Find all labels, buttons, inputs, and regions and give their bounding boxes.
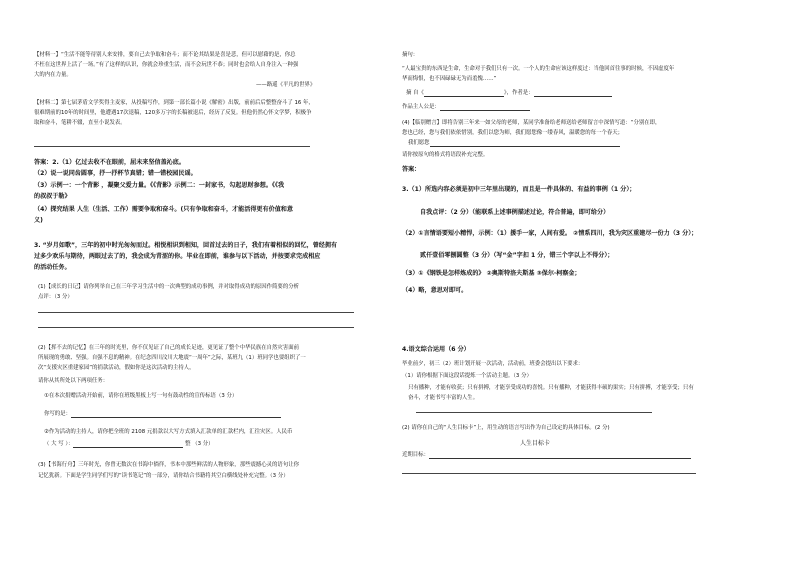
material2-line2: 很难期前的10年的时间里，他遭遇17次退稿，120多万字的长稿被退后，经历了反复。但他仍然心怀文学梦，积极争 [34, 110, 312, 116]
q3-sub4-line4: 请你按原句的格式将语段补充完整。 [402, 152, 489, 158]
material2-line1: 【材料二】第七届茅盾文学奖得主麦家，从投稿写作，到第一部长篇小说《解密》出版，前前后后整整奋斗了 16 年， [34, 100, 314, 106]
answer-line-blank[interactable] [416, 412, 652, 413]
excerpt-source [406, 90, 612, 97]
material1-source: ——路遥《平凡的世界》 [256, 82, 316, 88]
answer-line2: （2）说一说同齿圆事，抒一抒杯节真错；错一错校园民谣。 [34, 170, 197, 177]
left-column [34, 0, 388, 561]
near-goal-label: 近期目标： [402, 452, 429, 458]
answer-line1: 2.（1）亿过去收不在眼前，屈未来坚信盖沁底。 [52, 159, 185, 166]
answer-r-line6: （4）略，意思对即可。 [402, 287, 468, 294]
goal-card-title: 人生目标卡 [520, 440, 551, 447]
answer-block [34, 159, 185, 167]
answer-r-line4: 贰仟壹佰零捌圆整（3 分）（写“金”字扣 1 分，错三个字以上不得分）； [420, 252, 614, 259]
q3-sub2-item2-answer [44, 441, 214, 448]
excerpt-label: 摘句： [402, 52, 419, 58]
q3-sub2-item1-answer [44, 411, 281, 418]
answer-label: 你写的是： [44, 411, 71, 417]
wish-label: 我们愿您 [408, 140, 430, 146]
q3-intro-line1: 3. “岁月如歌”，三年的初中时光匆匆而过。相悦相识到相知，回首过去的日子，我们有着相似的回忆，曾经拥有 [34, 242, 338, 249]
q3-sub3-line2: 记忆犹新。下面是学生同学们写的“读书笔记”的一部分，请你结合书籍将其空白横线处补充完整。（3 分） [38, 473, 289, 479]
q4-line3: 只有播种，才能有收获；只有拼搏，才能享受成功的喜悦。只有播种，才能获得丰硕的果实；只有拼搏，才能享受；只有 [408, 385, 694, 391]
material1-line3: 大的内在力量。 [34, 72, 72, 78]
amount-blank[interactable] [73, 441, 183, 448]
q3-intro-line2: 过多少欢乐与期待，两眼过去了的，我会成为青涩的你。毕业在即前，谁参与以下活动，并按要求完成相应 [34, 253, 321, 260]
q3-sub2-item2: ②作为活动的主持人，请你把全班的 2108 元捐款以大写方式填入汇款单的汇款栏内，汇往灾区。人民币 [44, 429, 293, 435]
author-label: 》，作者是： [503, 90, 534, 96]
answer-r-line2: 自我点评：（2 分）（能联系上述事例描述过论，符合普遍，即可给分） [420, 209, 610, 216]
amount-label: （ 大 写 ）： [44, 441, 74, 447]
protagonist-label: 作品主人公是： [402, 104, 440, 110]
answer-line5: （4）探究结果 人生（生活、工作）需要争取和奋斗。(只有争取和奋斗，才能活得更有价值和意 [34, 206, 293, 213]
q3-sub2-line3: 次“支援灾区重建家园”的捐款活动，假如你是这次活动的主持人， [38, 365, 195, 371]
q3-sub4-line3 [408, 140, 620, 147]
q4-line2: （1）请你根据下面这段话提炼一个活动主题。（3 分） [402, 373, 532, 379]
q3-intro-line3: 的活动任务。 [34, 264, 71, 271]
material1-line2: 不枉在这世界上活了一场。”有了这样的认识，你就会珍重生活，而不会玩世不恭；同时也会给人自身注入一种强 [34, 62, 299, 68]
q3-sub2-item1: ①在本次捐赠活动开始前，请你在班级黑板上写一句有鼓动性的宣传标语（3 分） [44, 393, 238, 399]
q3-sub2-line1: (2)【挥不去的记忆】在三年的时光里，你不仅见证了自己的成长足迹，更见证了整个中华民族在自然灾害面前 [38, 345, 299, 351]
book-title-blank[interactable] [424, 90, 504, 97]
answer-r-line3: （2）①言情语要短小精悍，示例：（1）援手一家，人间有爱。 ②情系四川，我为灾区重建尽一份力（3 分）； [402, 230, 698, 237]
excerpt-line2: 华而悔恨，也不因碌碌无为而羞愧……” [402, 76, 497, 82]
q3-sub2-line4: 请你从其所处以下两项任务： [38, 378, 109, 384]
answer-line3: （3）示例一：一个背影 ，凝聚父爱力量。《《背影》示例二：一封家书，勾起思财参想。《《我 [34, 182, 285, 189]
answer-blank[interactable] [71, 411, 281, 418]
answer-line-blank[interactable] [38, 312, 354, 313]
q3-sub4-line1: (4)【临别赠言】即将告别三年来一如父母的老师，某同学准备给老师送给老师留言中深情写道：“分别在即， [402, 120, 661, 126]
q3-sub1-line2: 点评：（3 分） [38, 294, 73, 300]
protagonist-blank[interactable] [440, 104, 530, 111]
answer-line-blank[interactable] [38, 327, 354, 328]
divider-line [34, 146, 310, 147]
answer-heading-right: 答案： [402, 166, 421, 173]
answer-r-line1: 3.（1）所选内容必须是初中三年里出现的，而且是一件具体的、有益的事例（1 分）； [402, 186, 636, 193]
source-label: 摘 自《 [406, 90, 424, 96]
right-column [402, 0, 760, 561]
answer-line4: 的叔叔于勒》 [34, 193, 71, 200]
answer-r-line5: （3）①《钢铁是怎样炼成的》 ②奥斯特洛夫斯基 ③保尔·柯察金； [402, 270, 581, 277]
near-goal-blank[interactable] [429, 452, 691, 459]
q4-title: 4.语文综合运用（6 分） [402, 346, 470, 353]
material1-line1: 【材料一】“生活不能等待别人来安排，要自己去争取和奋斗；而不论其结果是喜是悲，但可以慰藉的是，你总 [34, 52, 296, 58]
protagonist-line [402, 104, 530, 111]
near-goal-line [402, 452, 691, 459]
material2-line3: 取和奋斗，笔耕不辍，直至小说发表。 [34, 120, 126, 126]
q3-sub4-line2: 您也已经，您与我们依依惜别，我们以您为师，我们愿您像一缕春风，温暖您的每一个春天； [402, 130, 624, 136]
answer-line-blank[interactable] [402, 473, 696, 474]
q4-line4: 奋斗，才能书写丰富的人生。 [408, 395, 479, 401]
wish-blank[interactable] [430, 140, 620, 147]
amount-suffix: 整 （3 分） [185, 441, 214, 447]
q4-line1: 毕业前夕，初三（2）班计划开展一次活动，活动前，班委会提出以下要求： [402, 361, 584, 367]
q3-sub3-line1: (3)【书海行舟】三年时光，你曾无数次在书海中徜徉，书本中那些鲜活的人物形象，那些震撼心灵的语句让你 [38, 462, 299, 468]
q3-sub1-line1: (1)【成长的日记】请你列举自己在三年学习生活中的一次典型的成功事例，并对取得成功的原因作简要的分析 [38, 284, 299, 290]
author-blank[interactable] [534, 90, 612, 97]
q3-sub2-line2: 所展现的勇敢、坚强。自强不息的精神。在纪念四川汶川大地震“一周年”之际，某班九（1）班同学也要组织了一 [38, 355, 306, 361]
answer-line6: 义) [34, 217, 43, 224]
excerpt-line1: “人最宝贵的东西是生命，生命对于我们只有一次。一个人的生命应该这样度过：当他回首往事的时候，不因虚度年 [402, 66, 675, 72]
q4-line5: (2) 请你在自己的“人生目标卡”上，用生动的语言写出作为自己设定的具体目标。(2 分) [402, 425, 610, 431]
answer-heading: 答案： [34, 159, 53, 166]
